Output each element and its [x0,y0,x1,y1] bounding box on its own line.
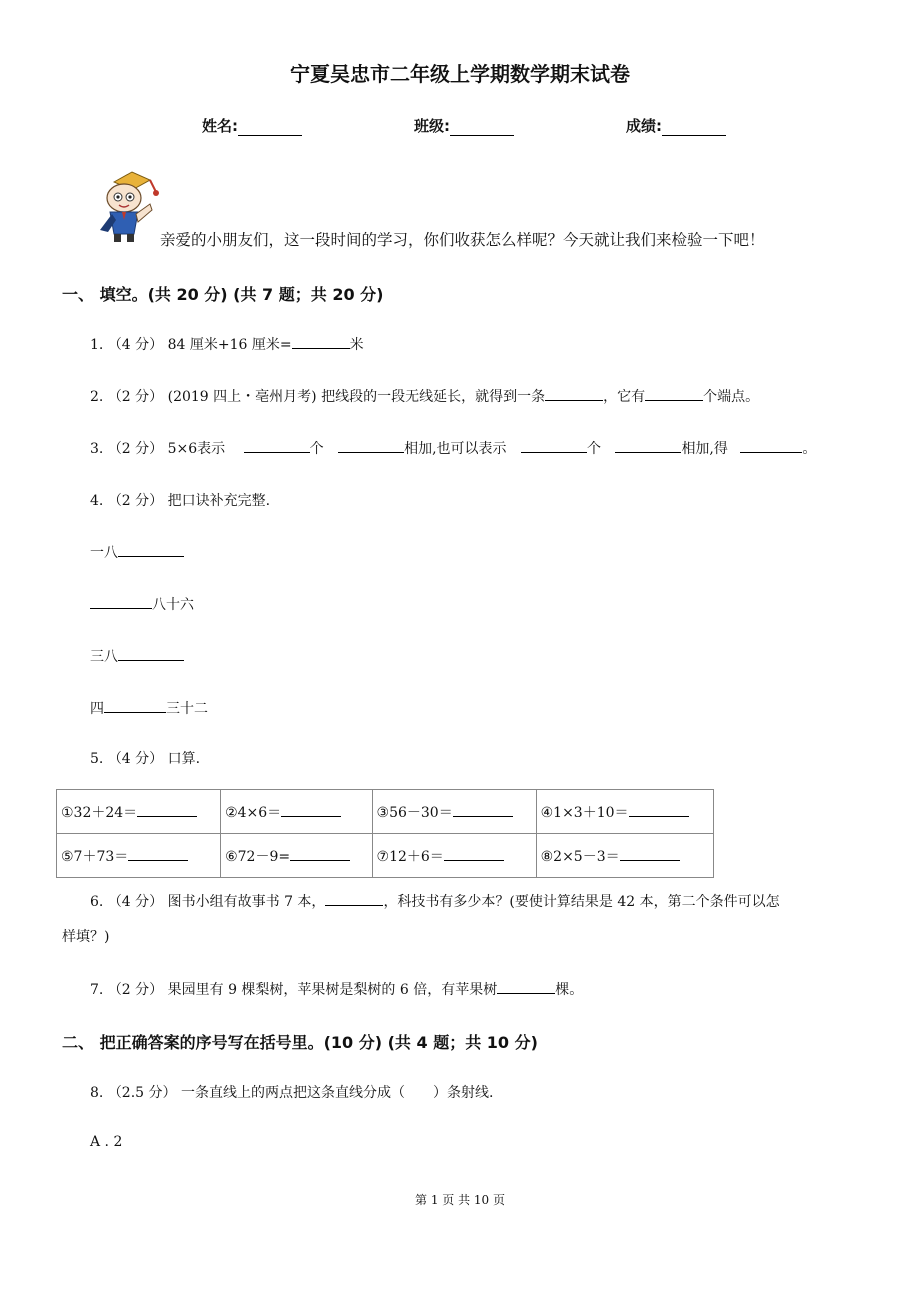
name-field [202,115,302,136]
table-cell [372,790,536,834]
q4-line-3 [90,646,184,666]
q1-blank[interactable] [292,334,350,349]
greeting-text: 亲爱的小朋友们，这一段时间的学习，你们收获怎么样呢？今天就让我们来检验一下吧！ [160,231,765,249]
q4-line-4 [90,698,208,718]
q4-blank-4[interactable] [104,698,166,713]
q3-blank-1[interactable] [244,438,310,453]
score-field [626,115,726,136]
class-blank[interactable] [450,119,514,136]
q5-text: 口算. [167,751,201,767]
q3-text-d: 个 [586,441,601,457]
q4-line-4-text-a: 四 [90,701,104,717]
q1-number: 1. [90,337,104,353]
q4-blank-1[interactable] [118,542,184,557]
calc-2-blank[interactable] [281,802,341,817]
calc-6-blank[interactable] [290,846,350,861]
calc-8: ⑧2×5－3＝ [540,848,620,865]
q8-score: （2.5 分） [107,1085,177,1101]
calc-1: ①32＋24＝ [61,804,138,821]
q4-score: （2 分） [107,493,164,509]
page-footer: 第 1 页 共 10 页 [415,1193,505,1207]
calc-4: ④1×3＋10＝ [540,804,629,821]
q8-option-a[interactable]: A . 2 [90,1134,123,1150]
question-6 [90,891,780,911]
table-cell [221,790,372,834]
q3-number: 3. [90,441,104,457]
q1-unit: 米 [349,337,364,353]
q3-text-b: 个 [309,441,324,457]
q4-line-2 [90,594,194,614]
q6-number: 6. [90,894,104,910]
q6-blank[interactable] [325,891,383,906]
q5-score: （4 分） [107,751,164,767]
section-1-heading: 一、 填空。(共 20 分) (共 7 题；共 20 分) [62,285,384,304]
q6-score: （4 分） [107,894,164,910]
score-blank[interactable] [662,119,726,136]
q3-blank-3[interactable] [521,438,587,453]
table-cell [536,834,713,878]
calc-4-blank[interactable] [629,802,689,817]
table-cell [57,790,221,834]
q4-line-4-text-b: 三十二 [166,701,208,717]
q4-line-1-text: 一八 [90,545,118,561]
q2-blank-2[interactable] [645,386,703,401]
name-label: 姓名: [202,117,238,135]
table-row [57,834,714,878]
q3-text: 5×6表示 [167,441,226,457]
q3-blank-5[interactable] [740,438,802,453]
q6-text-a: 图书小组有故事书 7 本， [167,894,326,910]
class-field [414,115,514,136]
q2-number: 2. [90,389,104,405]
question-7 [90,979,583,999]
question-2 [90,386,759,406]
q2-score: （2 分） [107,389,164,405]
q4-line-1 [90,542,184,562]
table-cell [372,834,536,878]
q2-blank-1[interactable] [545,386,603,401]
calc-7-blank[interactable] [444,846,504,861]
name-blank[interactable] [238,119,302,136]
q4-line-2-text: 八十六 [152,597,194,613]
q4-text: 把口诀补充完整. [167,493,271,509]
table-row [57,790,714,834]
question-8 [90,1082,493,1102]
q6-text-b: ，科技书有多少本？(要使计算结果是 42 本，第二个条件可以怎 [383,894,780,910]
q4-line-3-text: 三八 [90,649,118,665]
q3-text-e: 相加,得 [681,441,728,457]
q7-score: （2 分） [107,982,164,998]
q1-text: 84 厘米+16 厘米= [167,337,292,353]
calc-3-blank[interactable] [453,802,513,817]
section-2-heading: 二、 把正确答案的序号写在括号里。(10 分) (共 4 题；共 10 分) [62,1033,538,1052]
calc-1-blank[interactable] [137,802,197,817]
q2-text-mid: ，它有 [603,389,646,405]
q7-text: 果园里有 9 棵梨树，苹果树是梨树的 6 倍，有苹果树 [167,982,498,998]
oral-calc-table [56,789,714,878]
q2-text: (2019 四上・亳州月考) 把线段的一段无线延长，就得到一条 [167,389,546,405]
calc-7: ⑦12＋6＝ [376,848,444,865]
q3-text-f: 。 [802,441,817,457]
q5-number: 5. [90,751,104,767]
q4-blank-2[interactable] [90,594,152,609]
calc-2: ②4×6＝ [225,804,282,821]
q3-score: （2 分） [107,441,164,457]
question-1 [90,334,364,354]
q2-text-end: 个端点。 [703,389,760,405]
calc-5-blank[interactable] [128,846,188,861]
q4-blank-3[interactable] [118,646,184,661]
calc-5: ⑤7＋73＝ [61,848,129,865]
table-cell [57,834,221,878]
mascot-icon [92,168,164,244]
q4-number: 4. [90,493,104,509]
q3-blank-2[interactable] [338,438,404,453]
q3-blank-4[interactable] [615,438,681,453]
question-4 [90,490,270,510]
q8-text: 一条直线上的两点把这条直线分成（ ）条射线. [180,1085,494,1101]
q7-number: 7. [90,982,104,998]
q3-text-c: 相加,也可以表示 [404,441,507,457]
class-label: 班级: [414,117,450,135]
calc-3: ③56－30＝ [376,804,453,821]
q1-score: （4 分） [107,337,164,353]
calc-8-blank[interactable] [620,846,680,861]
score-label: 成绩: [626,117,662,135]
q8-number: 8. [90,1085,104,1101]
q7-blank[interactable] [497,979,555,994]
table-cell [536,790,713,834]
table-cell [221,834,372,878]
question-3 [90,438,816,458]
q6-text-continued: 样填？) [62,929,110,945]
calc-6: ⑥72－9= [225,848,291,865]
question-5 [90,748,200,768]
q7-unit: 棵。 [555,982,584,998]
page-title: 宁夏吴忠市二年级上学期数学期末试卷 [290,62,630,86]
